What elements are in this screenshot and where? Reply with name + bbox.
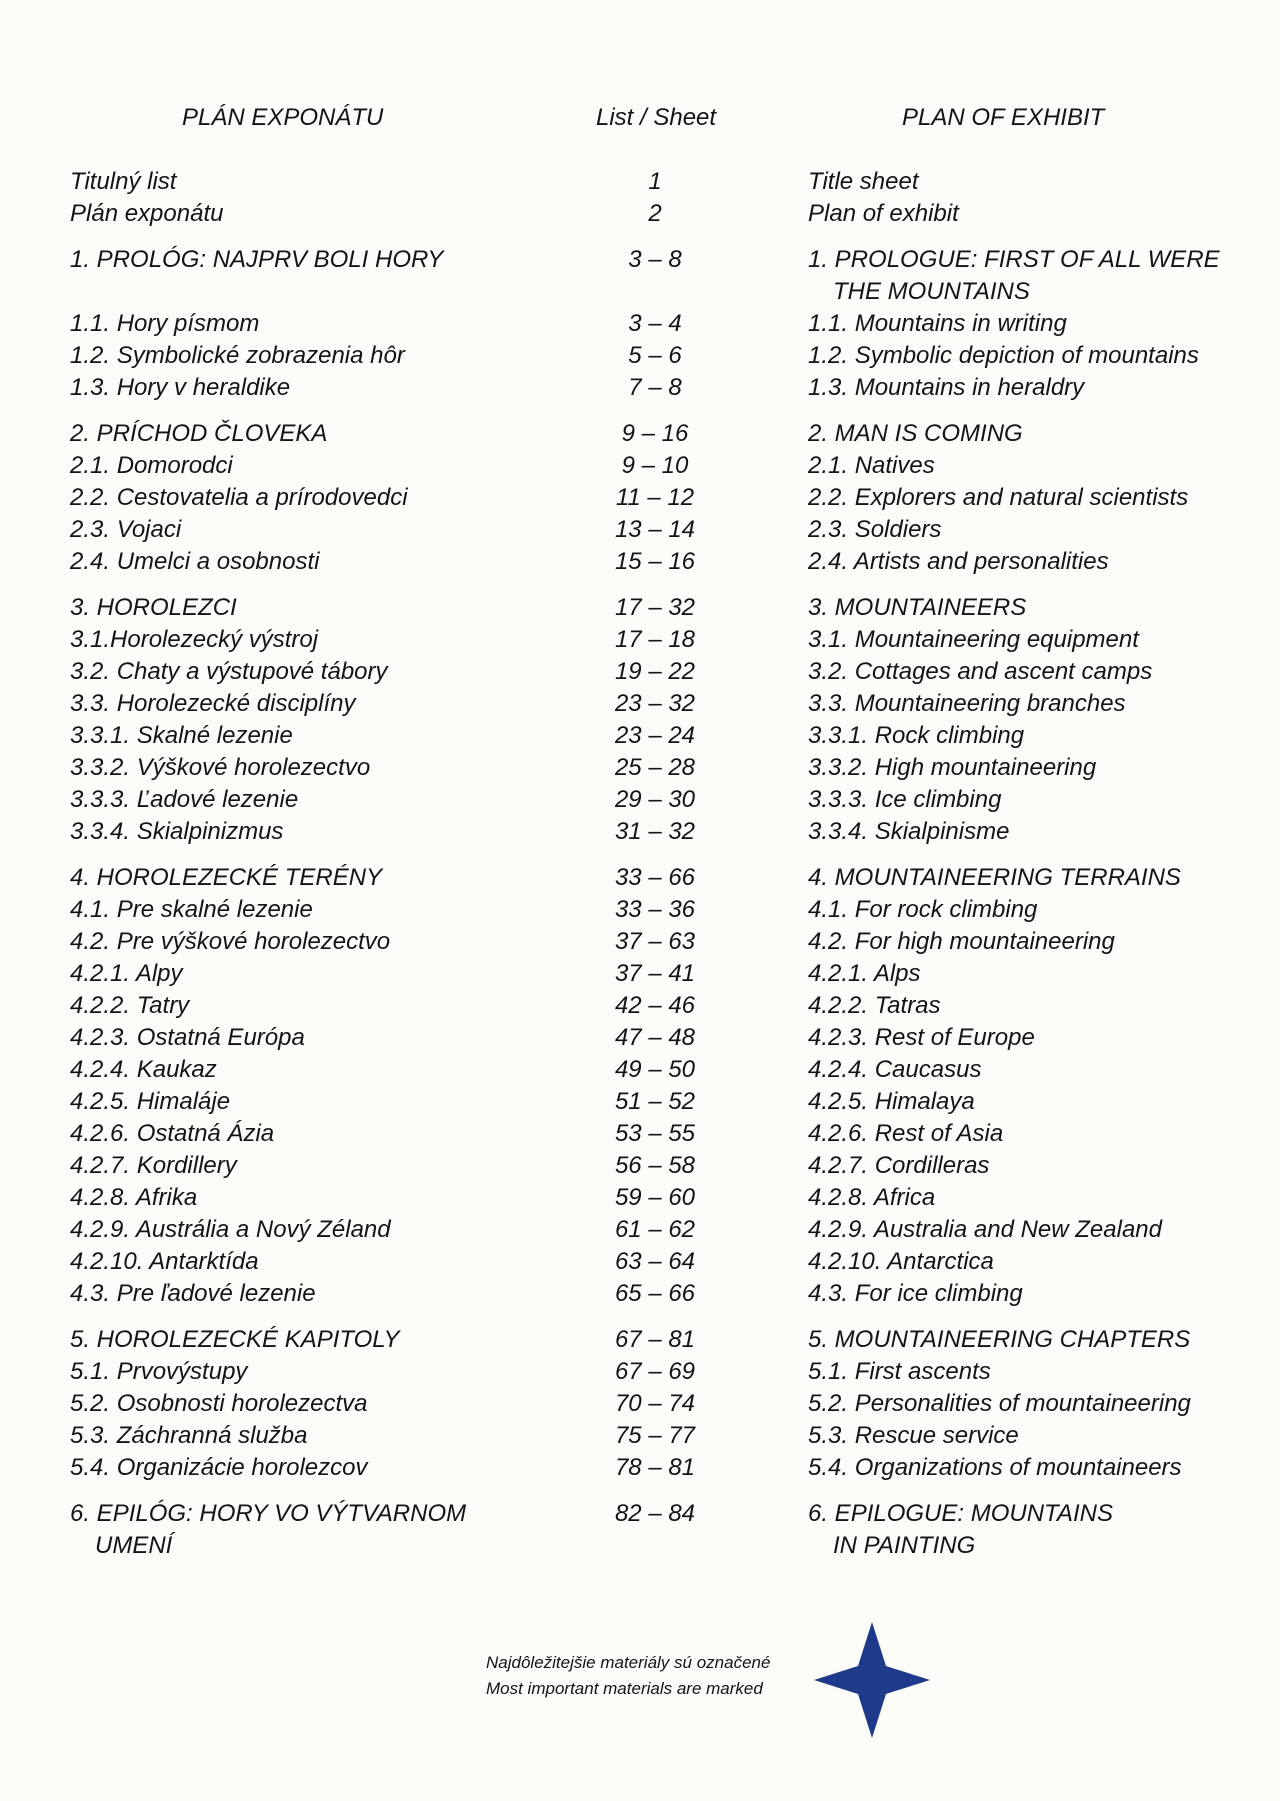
toc-row (0, 720, 1280, 752)
toc-pages: 1 (648, 168, 662, 195)
toc-english-title: 5.1. First ascents (808, 1358, 991, 1385)
toc-slovak-title: 1.2. Symbolické zobrazenia hôr (70, 342, 405, 369)
toc-english-title: 4.2.7. Cordilleras (808, 1152, 990, 1179)
toc-slovak-title: 4.2.9. Austrália a Nový Zéland (70, 1216, 391, 1243)
toc-pages: 47 – 48 (614, 1024, 696, 1051)
toc-english-title: 1. PROLOGUE: FIRST OF ALL WERE THE MOUNTAINS (808, 246, 1220, 305)
toc-pages: 51 – 52 (614, 1088, 696, 1115)
toc-slovak-title: 4.2.8. Afrika (70, 1184, 198, 1211)
toc-english-title: 4.2. For high mountaineering (808, 928, 1115, 955)
toc-slovak-title: 5. HOROLEZECKÉ KAPITOLY (70, 1326, 400, 1353)
toc-group (0, 1498, 1280, 1562)
toc-slovak-title: 4.2.2. Tatry (70, 992, 190, 1019)
toc-pages: 37 – 41 (614, 960, 696, 987)
toc-english-title: 3.3.2. High mountaineering (808, 754, 1097, 781)
toc-row (0, 418, 1280, 450)
toc-slovak-title: 3. HOROLEZCI (70, 594, 237, 621)
toc-row (0, 1118, 1280, 1150)
toc-english-title: 3.3.3. Ice climbing (808, 786, 1002, 813)
toc-english-title: Plan of exhibit (808, 200, 959, 227)
toc-english-title: 1.3. Mountains in heraldry (808, 374, 1085, 401)
toc-pages: 7 – 8 (628, 374, 682, 401)
toc-pages: 3 – 8 (628, 246, 682, 273)
toc-english-title: 2.1. Natives (808, 452, 935, 479)
toc-english-title: 4. MOUNTAINEERING TERRAINS (808, 864, 1181, 891)
toc-group (0, 244, 1280, 404)
toc-group (0, 166, 1280, 230)
toc-pages: 33 – 36 (614, 896, 696, 923)
toc-slovak-title: 3.3. Horolezecké disciplíny (70, 690, 356, 717)
toc-row (0, 1324, 1280, 1356)
toc-english-title: 6. EPILOGUE: MOUNTAINS IN PAINTING (808, 1500, 1113, 1559)
header-english: PLAN OF EXHIBIT (902, 104, 1105, 131)
legend-note-english: Most important materials are marked (486, 1679, 763, 1698)
toc-row (0, 752, 1280, 784)
toc-english-title: 4.2.1. Alps (808, 960, 921, 987)
toc-row (0, 482, 1280, 514)
toc-row (0, 1022, 1280, 1054)
toc-pages: 67 – 81 (614, 1326, 696, 1353)
toc-pages: 15 – 16 (614, 548, 696, 575)
toc-pages: 82 – 84 (614, 1500, 696, 1527)
toc-slovak-title: 4.2. Pre výškové horolezectvo (70, 928, 391, 955)
toc-pages: 70 – 74 (614, 1390, 696, 1417)
toc-pages: 49 – 50 (614, 1056, 696, 1083)
toc-english-title: 4.2.6. Rest of Asia (808, 1120, 1004, 1147)
toc-english-title: 3.1. Mountaineering equipment (808, 626, 1139, 653)
toc-english-title: 4.2.4. Caucasus (808, 1056, 982, 1083)
toc-group (0, 418, 1280, 578)
toc-row (0, 1498, 1280, 1562)
toc-pages: 9 – 16 (621, 420, 689, 447)
toc-pages: 31 – 32 (614, 818, 696, 845)
toc-pages: 75 – 77 (614, 1422, 696, 1449)
toc-pages: 2 (648, 200, 662, 227)
toc-pages: 17 – 18 (614, 626, 696, 653)
toc-english-title: 3. MOUNTAINEERS (808, 594, 1027, 621)
toc-row (0, 372, 1280, 404)
toc-row (0, 592, 1280, 624)
toc-row (0, 1356, 1280, 1388)
table-of-contents (0, 166, 1280, 1576)
toc-slovak-title: 4.2.1. Alpy (70, 960, 183, 987)
toc-row (0, 546, 1280, 578)
toc-pages: 17 – 32 (614, 594, 696, 621)
toc-slovak-title: 3.3.1. Skalné lezenie (70, 722, 293, 749)
toc-slovak-title: 4.3. Pre ľadové lezenie (70, 1280, 316, 1307)
toc-english-title: 4.3. For ice climbing (808, 1280, 1023, 1307)
toc-slovak-title: 5.3. Záchranná služba (70, 1422, 308, 1449)
toc-english-title: 4.1. For rock climbing (808, 896, 1038, 923)
toc-english-title: Title sheet (808, 168, 919, 195)
toc-slovak-title: 2.2. Cestovatelia a prírodovedci (70, 484, 408, 511)
toc-row (0, 1182, 1280, 1214)
toc-row (0, 308, 1280, 340)
toc-pages: 13 – 14 (614, 516, 696, 543)
toc-row (0, 450, 1280, 482)
toc-pages: 23 – 24 (614, 722, 696, 749)
toc-row (0, 1388, 1280, 1420)
toc-slovak-title: 3.1.Horolezecký výstroj (70, 626, 319, 653)
toc-slovak-title: 2. PRÍCHOD ČLOVEKA (70, 420, 328, 447)
toc-slovak-title: 4. HOROLEZECKÉ TERÉNY (70, 864, 383, 891)
toc-slovak-title: 4.2.7. Kordillery (70, 1152, 237, 1179)
toc-slovak-title: 3.3.2. Výškové horolezectvo (70, 754, 371, 781)
toc-pages: 61 – 62 (614, 1216, 696, 1243)
toc-row (0, 1150, 1280, 1182)
toc-slovak-title: 1. PROLÓG: NAJPRV BOLI HORY (70, 246, 444, 273)
toc-pages: 25 – 28 (614, 754, 696, 781)
toc-pages: 53 – 55 (614, 1120, 696, 1147)
toc-slovak-title: Titulný list (70, 168, 177, 195)
toc-english-title: 1.2. Symbolic depiction of mountains (808, 342, 1199, 369)
toc-english-title: 5.2. Personalities of mountaineering (808, 1390, 1191, 1417)
toc-english-title: 5. MOUNTAINEERING CHAPTERS (808, 1326, 1191, 1353)
toc-row (0, 1086, 1280, 1118)
toc-pages: 3 – 4 (628, 310, 682, 337)
toc-pages: 33 – 66 (614, 864, 696, 891)
toc-row (0, 166, 1280, 198)
toc-row (0, 514, 1280, 546)
toc-row (0, 926, 1280, 958)
toc-english-title: 3.3.4. Skialpinisme (808, 818, 1010, 845)
toc-pages: 37 – 63 (614, 928, 696, 955)
toc-row (0, 198, 1280, 230)
toc-group (0, 592, 1280, 848)
toc-english-title: 3.2. Cottages and ascent camps (808, 658, 1153, 685)
toc-row (0, 1246, 1280, 1278)
toc-english-title: 4.2.3. Rest of Europe (808, 1024, 1035, 1051)
header-slovak: PLÁN EXPONÁTU (182, 104, 384, 131)
toc-slovak-title: 6. EPILÓG: HORY VO VÝTVARNOM UMENÍ (70, 1500, 467, 1559)
toc-slovak-title: 4.2.4. Kaukaz (70, 1056, 217, 1083)
toc-row (0, 784, 1280, 816)
toc-row (0, 1420, 1280, 1452)
toc-slovak-title: 4.2.6. Ostatná Ázia (70, 1120, 275, 1147)
toc-group (0, 862, 1280, 1310)
toc-slovak-title: 4.2.3. Ostatná Európa (70, 1024, 305, 1051)
toc-english-title: 3.3.1. Rock climbing (808, 722, 1025, 749)
toc-row (0, 1214, 1280, 1246)
toc-english-title: 5.4. Organizations of mountaineers (808, 1454, 1182, 1481)
toc-pages: 78 – 81 (614, 1454, 696, 1481)
toc-slovak-title: 2.4. Umelci a osobnosti (70, 548, 320, 575)
toc-slovak-title: 3.3.4. Skialpinizmus (70, 818, 284, 845)
toc-english-title: 2.3. Soldiers (808, 516, 942, 543)
toc-slovak-title: 5.4. Organizácie horolezcov (70, 1454, 368, 1481)
toc-pages: 11 – 12 (615, 484, 695, 511)
toc-english-title: 2. MAN IS COMING (808, 420, 1023, 447)
column-headers (0, 104, 1280, 134)
toc-pages: 59 – 60 (614, 1184, 696, 1211)
toc-slovak-title: 3.3.3. Ľadové lezenie (70, 786, 299, 813)
toc-slovak-title: 3.2. Chaty a výstupové tábory (70, 658, 388, 685)
header-pages: List / Sheet (596, 104, 717, 131)
toc-english-title: 4.2.10. Antarctica (808, 1248, 994, 1275)
toc-english-title: 1.1. Mountains in writing (808, 310, 1067, 337)
toc-pages: 42 – 46 (614, 992, 696, 1019)
toc-row (0, 894, 1280, 926)
toc-english-title: 5.3. Rescue service (808, 1422, 1019, 1449)
toc-row (0, 1054, 1280, 1086)
toc-slovak-title: 4.1. Pre skalné lezenie (70, 896, 313, 923)
toc-pages: 23 – 32 (614, 690, 696, 717)
toc-pages: 56 – 58 (614, 1152, 696, 1179)
toc-english-title: 2.2. Explorers and natural scientists (808, 484, 1189, 511)
legend-note-slovak: Najdôležitejšie materiály sú označené (486, 1653, 771, 1672)
toc-english-title: 4.2.8. Africa (808, 1184, 936, 1211)
toc-slovak-title: Plán exponátu (70, 200, 224, 227)
toc-english-title: 4.2.5. Himalaya (808, 1088, 975, 1115)
toc-slovak-title: 1.3. Hory v heraldike (70, 374, 291, 401)
toc-row (0, 1278, 1280, 1310)
toc-row (0, 1452, 1280, 1484)
toc-slovak-title: 2.1. Domorodci (70, 452, 233, 479)
toc-pages: 19 – 22 (614, 658, 696, 685)
toc-slovak-title: 4.2.10. Antarktída (70, 1248, 259, 1275)
toc-slovak-title: 5.1. Prvovýstupy (70, 1358, 248, 1385)
toc-row (0, 340, 1280, 372)
toc-pages: 65 – 66 (614, 1280, 696, 1307)
toc-pages: 9 – 10 (621, 452, 689, 479)
toc-english-title: 4.2.9. Australia and New Zealand (808, 1216, 1162, 1243)
toc-slovak-title: 5.2. Osobnosti horolezectva (70, 1390, 368, 1417)
toc-row (0, 958, 1280, 990)
toc-row (0, 688, 1280, 720)
toc-row (0, 862, 1280, 894)
toc-english-title: 4.2.2. Tatras (808, 992, 941, 1019)
toc-pages: 67 – 69 (614, 1358, 696, 1385)
toc-english-title: 3.3. Mountaineering branches (808, 690, 1126, 717)
toc-english-title: 2.4. Artists and personalities (808, 548, 1109, 575)
legend-footer (0, 1620, 1280, 1740)
toc-slovak-title: 4.2.5. Himaláje (70, 1088, 231, 1115)
toc-row (0, 816, 1280, 848)
toc-pages: 5 – 6 (628, 342, 682, 369)
toc-row (0, 244, 1280, 308)
toc-group (0, 1324, 1280, 1484)
toc-pages: 63 – 64 (614, 1248, 696, 1275)
toc-pages: 29 – 30 (614, 786, 696, 813)
toc-row (0, 624, 1280, 656)
toc-slovak-title: 1.1. Hory písmom (70, 310, 260, 337)
toc-slovak-title: 2.3. Vojaci (70, 516, 182, 543)
four-pointed-star-icon (812, 1620, 932, 1740)
toc-row (0, 656, 1280, 688)
legend-note (486, 1650, 770, 1702)
toc-row (0, 990, 1280, 1022)
